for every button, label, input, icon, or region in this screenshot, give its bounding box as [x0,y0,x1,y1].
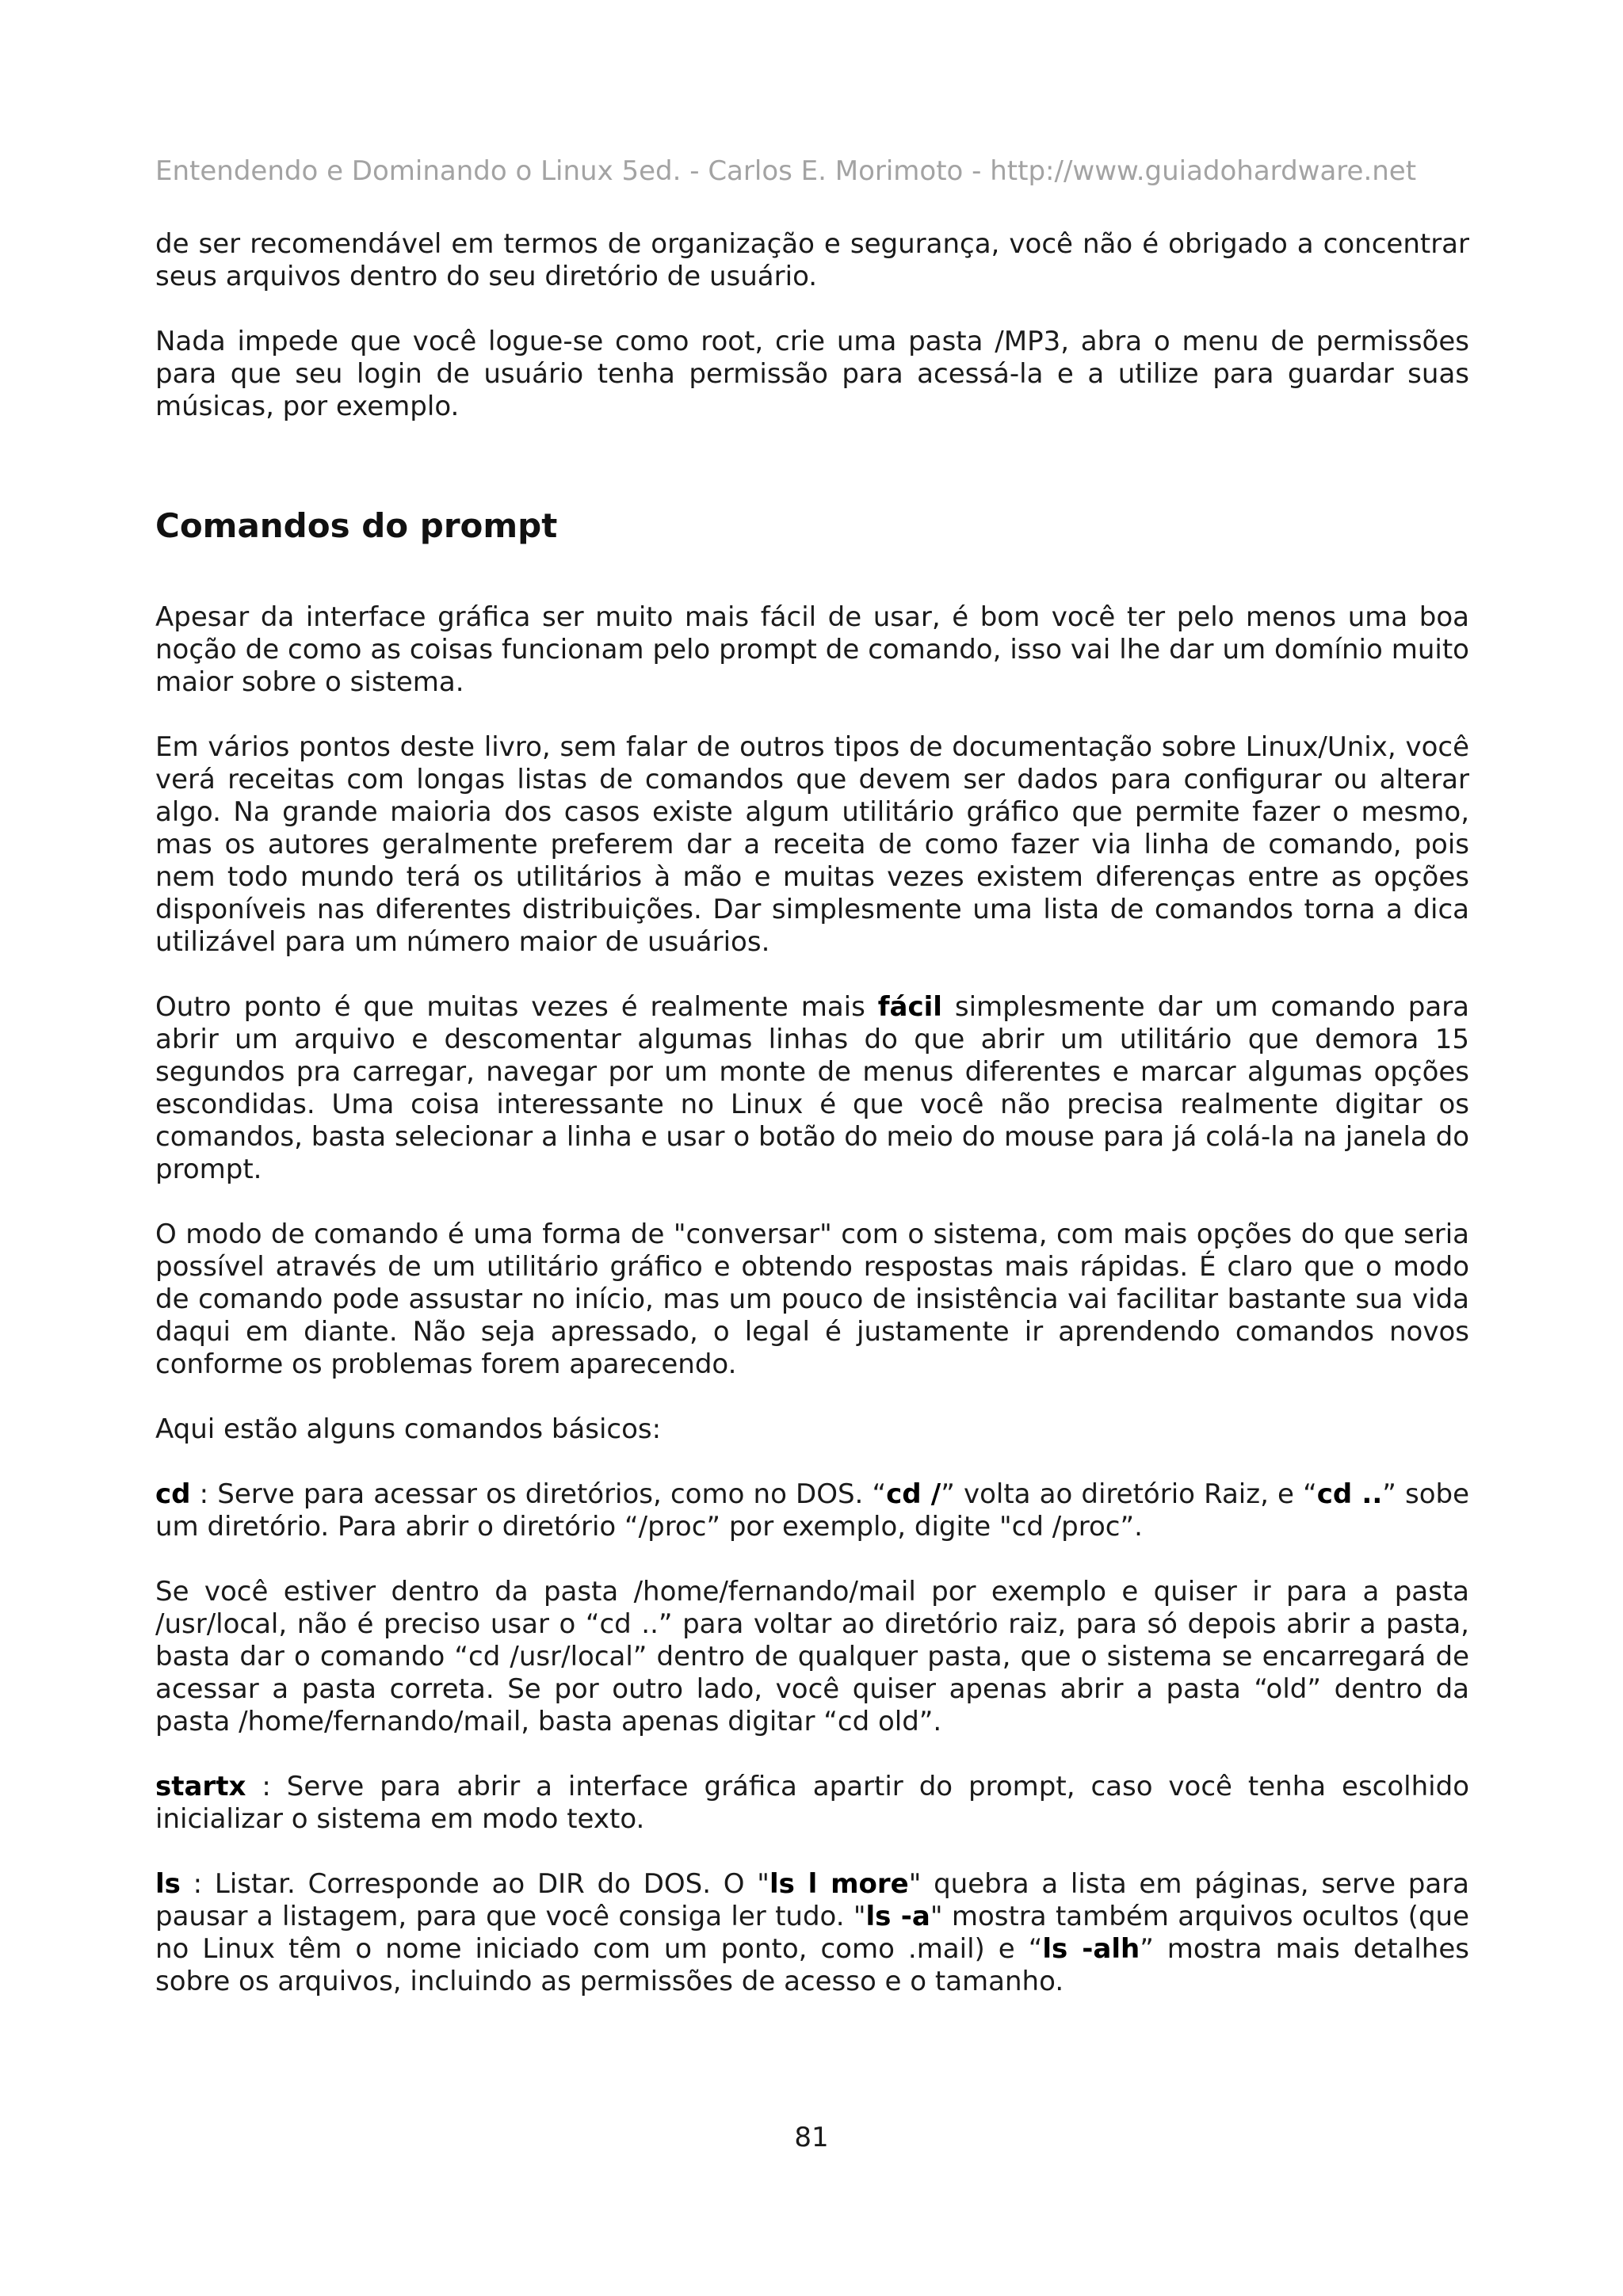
paragraph-5: Outro ponto é que muitas vezes é realmente mais fácil simplesmente dar um comando para abrir um arquivo e descomentar algumas linhas do que abrir um utilitário que demora 15 segundos pra carregar, navegar por um monte de menus diferentes e marcar algumas opções escondidas. Uma coisa interessante no Linux é que você não precisa realmente digitar os comandos, basta selecionar a linha e usar o botão do meio do mouse para já colá-la na janela do prompt. [155,991,1469,1185]
command-ls: ls : Listar. Corresponde ao DIR do DOS. O "ls l more" quebra a lista em páginas, serve para pausar a listagem, para que você consiga ler tudo. "ls -a" mostra também arquivos ocultos (que no Linux têm o nome iniciado com um ponto, como .mail) e “ls -alh” mostra mais detalhes sobre os arquivos, incluindo as permissões de acesso e o tamanho. [155,1868,1469,1997]
paragraph-3: Apesar da interface gráfica ser muito mais fácil de usar, é bom você ter pelo menos uma boa noção de como as coisas funcionam pelo prompt de comando, isso vai lhe dar um domínio muito maior sobre o sistema. [155,601,1469,698]
paragraph-2: Nada impede que você logue-se como root, crie uma pasta /MP3, abra o menu de permissões para que seu login de usuário tenha permissão para acessá-la e a utilize para guardar suas músicas, por exemplo. [155,326,1469,422]
running-header: Entendendo e Dominando o Linux 5ed. - Carlos E. Morimoto - http://www.guiadohardware.net [155,155,1417,187]
command-cd: cd : Serve para acessar os diretórios, como no DOS. “cd /” volta ao diretório Raiz, e “cd ..” sobe um diretório. Para abrir o diretório “/proc” por exemplo, digite "cd /proc”. [155,1478,1470,1543]
paragraph-4: Em vários pontos deste livro, sem falar de outros tipos de documentação sobre Linux/Unix, você verá receitas com longas listas de comandos que devem ser dados para configurar ou alterar algo. Na grande maioria dos casos existe algum utilitário gráfico que permite fazer o mesmo, mas os autores geralmente preferem dar a receita de como fazer via linha de comando, pois nem todo mundo terá os utilitários à mão e muitas vezes existem diferenças entre as opções disponíveis nas diferentes distribuições. Dar simplesmente uma lista de comandos torna a dica utilizável para um número maior de usuários. [155,731,1469,958]
paragraph-6: O modo de comando é uma forma de "conversar" com o sistema, com mais opções do que seria possível através de um utilitário gráfico e obtendo respostas mais rápidas. É claro que o modo de comando pode assustar no início, mas um pouco de insistência vai facilitar bastante sua vida daqui em diante. Não seja apressado, o legal é justamente ir aprendendo comandos novos conforme os problemas forem aparecendo. [155,1219,1469,1380]
paragraph-7: Aqui estão alguns comandos básicos: [155,1413,662,1445]
page-content [155,228,1469,1998]
section-heading: Comandos do prompt [155,506,558,545]
paragraph-1: de ser recomendável em termos de organização e segurança, você não é obrigado a concentrar seus arquivos dentro do seu diretório de usuário. [155,228,1469,292]
command-startx: startx : Serve para abrir a interface gráfica apartir do prompt, caso você tenha escolhido inicializar o sistema em modo texto. [155,1771,1469,1835]
paragraph-9: Se você estiver dentro da pasta /home/fernando/mail por exemplo e quiser ir para a pasta /usr/local, não é preciso usar o “cd ..” para voltar ao diretório raiz, para só depois abrir a pasta, basta dar o comando “cd /usr/local” dentro de qualquer pasta, que o sistema se encarregará de acessar a pasta correta. Se por outro lado, você quiser apenas abrir a pasta “old” dentro da pasta /home/fernando/mail, basta apenas digitar “cd old”. [155,1576,1469,1737]
page-number: 81 [794,2122,829,2153]
